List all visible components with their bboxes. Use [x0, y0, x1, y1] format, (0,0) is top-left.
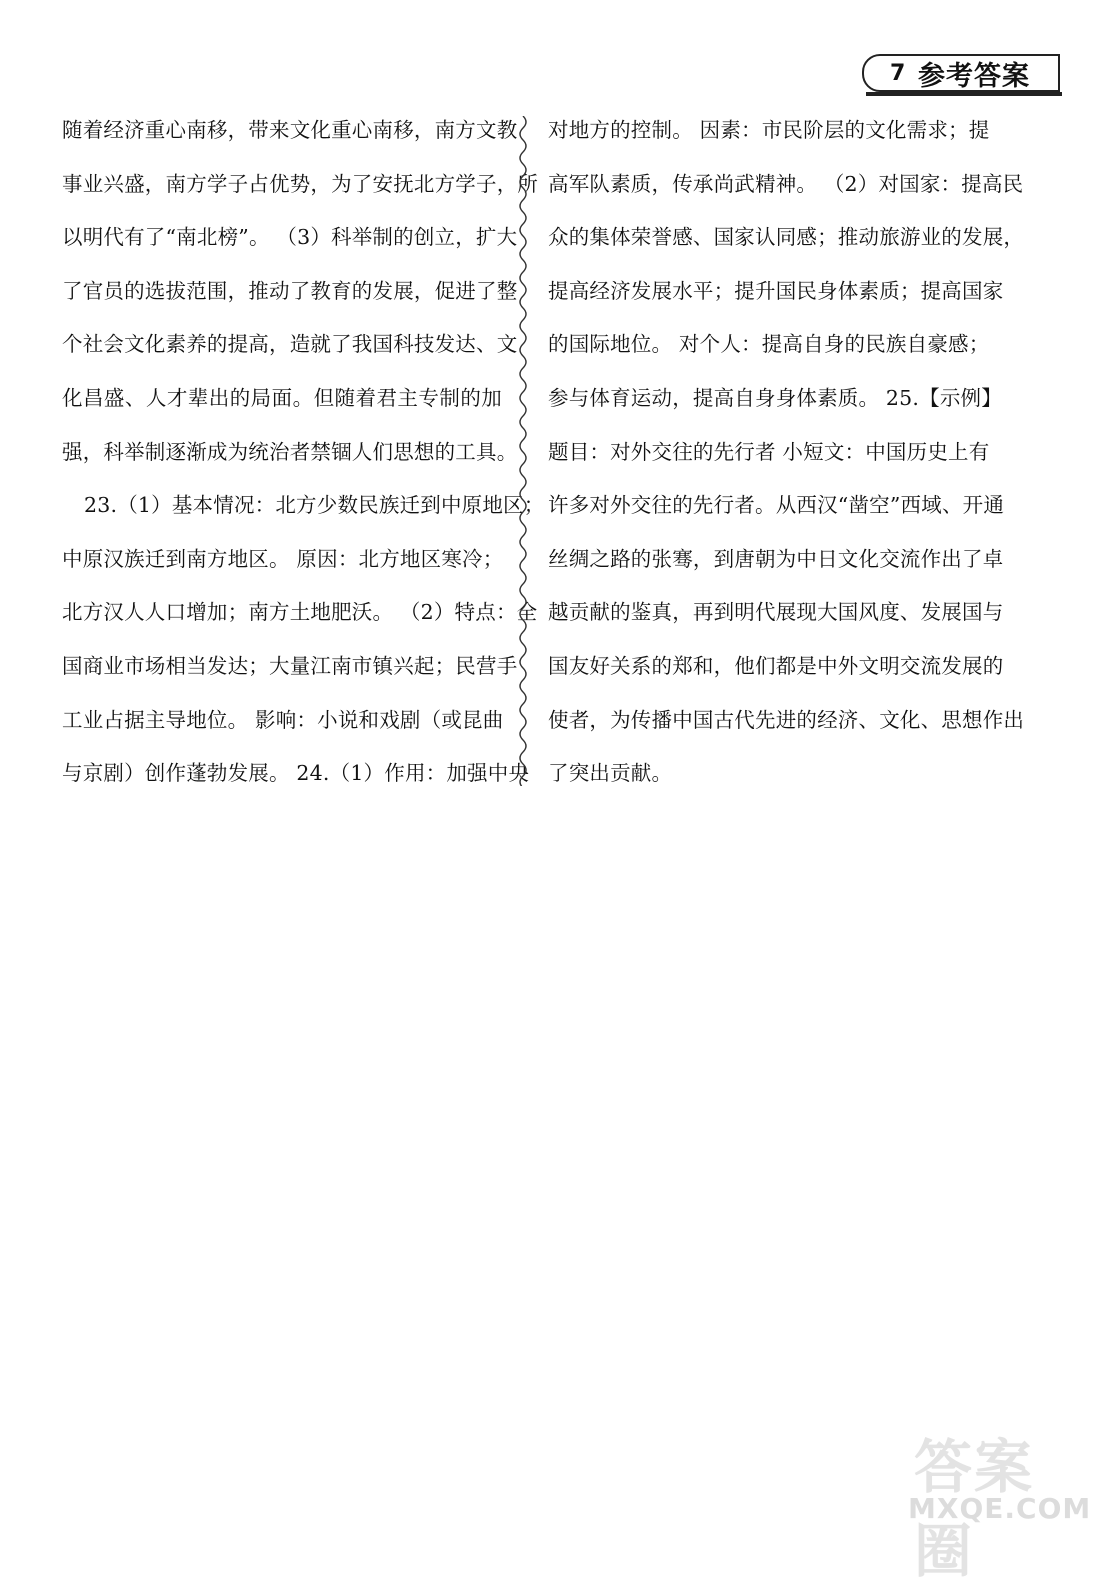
text-line: 众的集体荣誉感、国家认同感；推动旅游业的发展， — [548, 225, 1025, 250]
text-line: 的国际地位。 对个人：提高自身的民族自豪感； — [548, 332, 990, 357]
text-line: 与京剧）创作蓬勃发展。 24.（1）作用：加强中央 — [62, 761, 530, 786]
text-line: 以明代有了“南北榜”。 （3）科举制的创立，扩大 — [62, 225, 518, 250]
text-line: 越贡献的鉴真，再到明代展现大国风度、发展国与 — [548, 600, 1004, 625]
text-line: 提高经济发展水平；提升国民身体素质；提高国家 — [548, 278, 1004, 303]
text-line: 国友好关系的郑和，他们都是中外文明交流发展的 — [548, 653, 1004, 678]
text-line: 中原汉族迁到南方地区。 原因：北方地区寒冷； — [62, 546, 504, 571]
text-line: 许多对外交往的先行者。从西汉“凿空”西域、开通 — [548, 493, 1005, 518]
wavy-column-divider — [516, 116, 530, 786]
text-line: 了突出贡献。 — [548, 761, 673, 786]
section-title: 参考答案 — [918, 60, 1030, 92]
text-line: 对地方的控制。 因素：市民阶层的文化需求；提 — [548, 118, 990, 142]
text-line: 23.（1）基本情况：北方少数民族迁到中原地区； — [84, 493, 545, 518]
text-line: 国商业市场相当发达；大量江南市镇兴起；民营手 — [62, 653, 518, 678]
text-line: 高军队素质，传承尚武精神。 （2）对国家：提高民 — [548, 171, 1024, 196]
text-line: 丝绸之路的张骞，到唐朝为中日文化交流作出了卓 — [548, 546, 1004, 571]
left-text-column — [62, 104, 545, 801]
watermark-logo — [908, 1420, 1092, 1585]
text-line: 个社会文化素养的提高，造就了我国科技发达、文 — [62, 332, 518, 357]
right-text-column — [548, 104, 1025, 801]
text-line: 参与体育运动，提高自身身体素质。 25.【示例】 — [548, 385, 1002, 410]
text-line: 化昌盛、人才辈出的局面。但随着君主专制的加 — [62, 385, 502, 410]
section-header-tab — [862, 54, 1060, 92]
text-line: 题目：对外交往的先行者 小短文：中国历史上有 — [548, 439, 990, 464]
text-line: 北方汉人人口增加；南方土地肥沃。 （2）特点：全 — [62, 600, 538, 625]
text-line: 事业兴盛，南方学子占优势，为了安抚北方学子，所 — [62, 171, 539, 196]
text-line: 了官员的选拔范围，推动了教育的发展，促进了整 — [62, 278, 518, 303]
text-line: 强，科举制逐渐成为统治者禁锢人们思想的工具。 — [62, 439, 518, 464]
text-line: 随着经济重心南移，带来文化重心南移，南方文教 — [62, 118, 518, 142]
watermark-bottom-text: MXQE.COM — [908, 1492, 1092, 1525]
text-line: 使者，为传播中国古代先进的经济、文化、思想作出 — [548, 707, 1025, 732]
watermark-top-text: 答案圈 — [914, 1433, 1035, 1585]
text-line: 工业占据主导地位。 影响：小说和戏剧（或昆曲 — [62, 707, 504, 732]
page-number: 7 — [890, 60, 906, 86]
